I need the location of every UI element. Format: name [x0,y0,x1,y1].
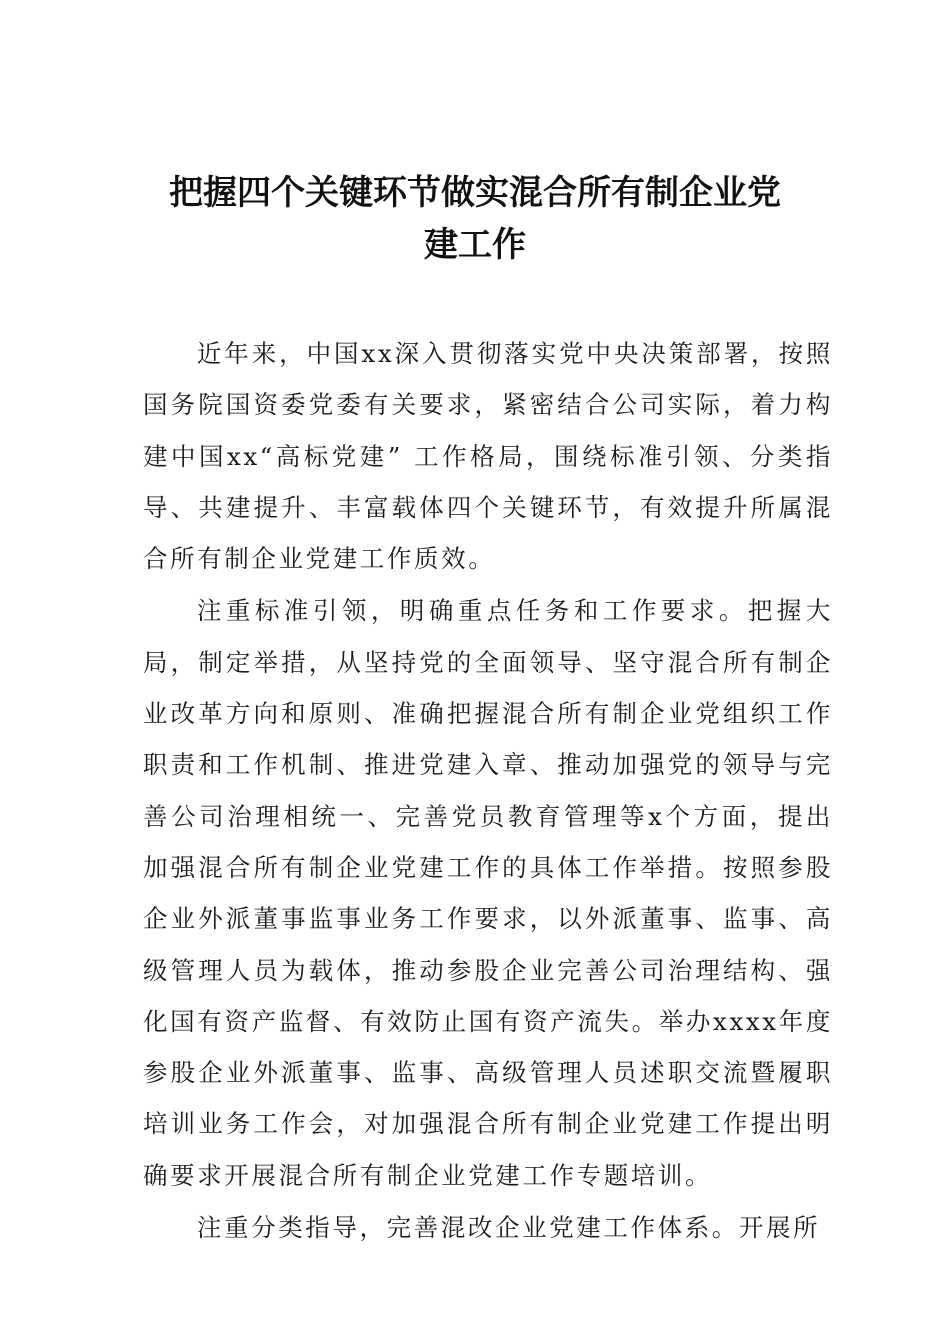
paragraph-standard-guidance: 注重标准引领，明确重点任务和工作要求。把握大局，制定举措，从坚持党的全面领导、坚守混合所有制企业改革方向和原则、准确把握混合所有制企业党组织工作职责和工作机制、推进党建入章、推动加强党的领导与完善公司治理相统一、完善党员教育管理等x个方面，提出加强混合所有制企业党建工作的具体工作举措。按照参股企业外派董事监事业务工作要求，以外派董事、监事、高级管理人员为载体，推动参股企业完善公司治理结构、强化国有资产监督、有效防止国有资产流失。举办xxxx年度参股企业外派董事、监事、高级管理人员述职交流暨履职培训业务工作会，对加强混合所有制企业党建工作提出明确要求开展混合所有制企业党建工作专题培训。 [143,596,833,1190]
paragraph-intro: 近年来，中国xx深入贯彻落实党中央决策部署，按照国务院国资委党委有关要求，紧密结合公司实际，着力构建中国xx“高标党建” 工作格局，围绕标准引领、分类指导、共建提升、丰富载体四个关键环节，有效提升所属混合所有制企业党建工作质效。 [143,339,833,574]
paragraph-classified-guidance: 注重分类指导，完善混改企业党建工作体系。开展所 [196,1213,821,1243]
title-line-1: 把握四个关键环节做实混合所有制企业党 [169,173,781,213]
document-body [143,328,833,1253]
document-title [130,167,820,271]
title-line-2: 建工作 [424,225,526,265]
